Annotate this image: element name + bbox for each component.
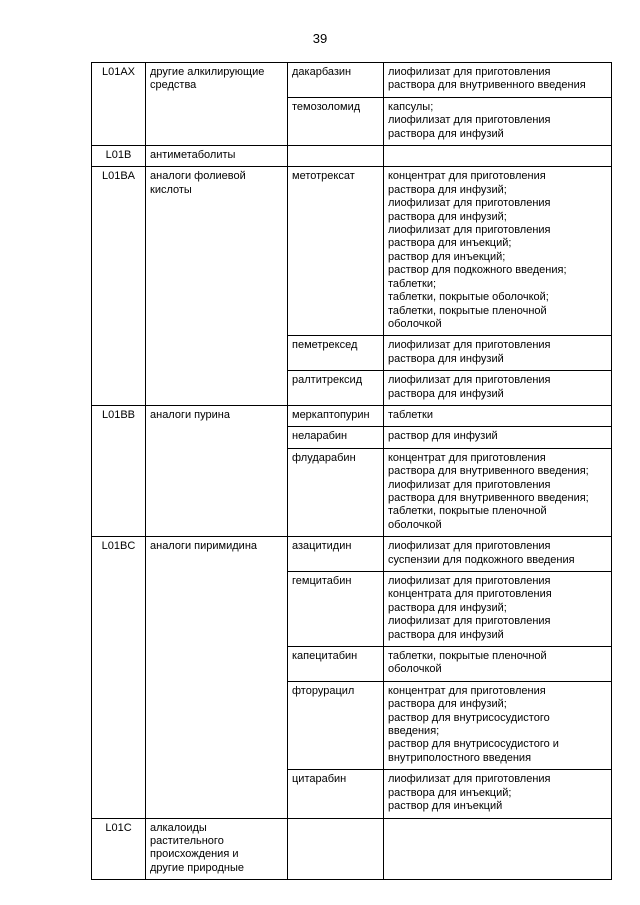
drug-name-cell: гемцитабин: [288, 572, 384, 647]
dosage-form-cell: капсулы; лиофилизат для приготовления раствора для инфузий: [384, 97, 612, 145]
dosage-form-cell: лиофилизат для приготовления раствора для инфузий: [384, 336, 612, 371]
dosage-form-cell: концентрат для приготовления раствора для инфузий; раствор для внутрисосудистого введения; раствор для внутрисосудистого и внутриполостного введения: [384, 681, 612, 769]
atc-code-cell: L01BA: [92, 167, 146, 406]
dosage-form-cell: лиофилизат для приготовления раствора для инъекций; раствор для инъекций: [384, 770, 612, 818]
atc-code-cell: L01BC: [92, 537, 146, 818]
drug-name-cell: неларабин: [288, 427, 384, 448]
atc-code-cell: L01BB: [92, 405, 146, 536]
drug-name-cell: ралтитрексид: [288, 371, 384, 406]
atc-group-cell: антиметаболиты: [146, 146, 288, 167]
table-row: [92, 405, 612, 426]
dosage-form-cell: концентрат для приготовления раствора для внутривенного введения; лиофилизат для приготовления раствора для внутривенного введения; таблетки, покрытые пленочной оболочкой: [384, 448, 612, 536]
dosage-form-cell: таблетки, покрытые пленочной оболочкой: [384, 647, 612, 682]
atc-code-cell: L01AX: [92, 63, 146, 146]
page-number: 39: [312, 31, 328, 46]
atc-group-cell: аналоги пурина: [146, 405, 288, 536]
atc-code-cell: L01C: [92, 818, 146, 880]
atc-group-cell: алкалоиды растительного происхождения и другие природные: [146, 818, 288, 880]
table-row: [92, 167, 612, 336]
drug-name-cell: меркаптопурин: [288, 405, 384, 426]
drug-name-cell: фторурацил: [288, 681, 384, 769]
drug-name-cell: [288, 146, 384, 167]
dosage-form-cell: лиофилизат для приготовления раствора для инфузий: [384, 371, 612, 406]
dosage-form-cell: [384, 146, 612, 167]
drug-name-cell: азацитидин: [288, 537, 384, 572]
table-row: [92, 818, 612, 880]
drug-name-cell: [288, 818, 384, 880]
atc-group-cell: другие алкилирующие средства: [146, 63, 288, 146]
dosage-form-cell: таблетки: [384, 405, 612, 426]
dosage-form-cell: лиофилизат для приготовления раствора для внутривенного введения: [384, 63, 612, 98]
drug-name-cell: цитарабин: [288, 770, 384, 818]
table-row: [92, 63, 612, 98]
dosage-form-cell: лиофилизат для приготовления концентрата для приготовления раствора для инфузий; лиофилизат для приготовления раствора для инфузий: [384, 572, 612, 647]
table-row: [92, 537, 612, 572]
drug-name-cell: метотрексат: [288, 167, 384, 336]
drug-name-cell: флударабин: [288, 448, 384, 536]
drug-name-cell: темозоломид: [288, 97, 384, 145]
dosage-form-cell: лиофилизат для приготовления суспензии для подкожного введения: [384, 537, 612, 572]
drug-classification-table: [91, 62, 612, 880]
dosage-form-cell: концентрат для приготовления раствора для инфузий; лиофилизат для приготовления раствора для инфузий; лиофилизат для приготовления раствора для инъекций; раствор для инъекций; раствор для подкожного введения; таблетки; таблетки, покрытые оболочкой; таблетки, покрытые пленочной оболочкой: [384, 167, 612, 336]
dosage-form-cell: раствор для инфузий: [384, 427, 612, 448]
drug-name-cell: капецитабин: [288, 647, 384, 682]
atc-group-cell: аналоги пиримидина: [146, 537, 288, 818]
table-row: [92, 146, 612, 167]
dosage-form-cell: [384, 818, 612, 880]
drug-name-cell: пеметрексед: [288, 336, 384, 371]
drug-name-cell: дакарбазин: [288, 63, 384, 98]
atc-group-cell: аналоги фолиевой кислоты: [146, 167, 288, 406]
atc-code-cell: L01B: [92, 146, 146, 167]
